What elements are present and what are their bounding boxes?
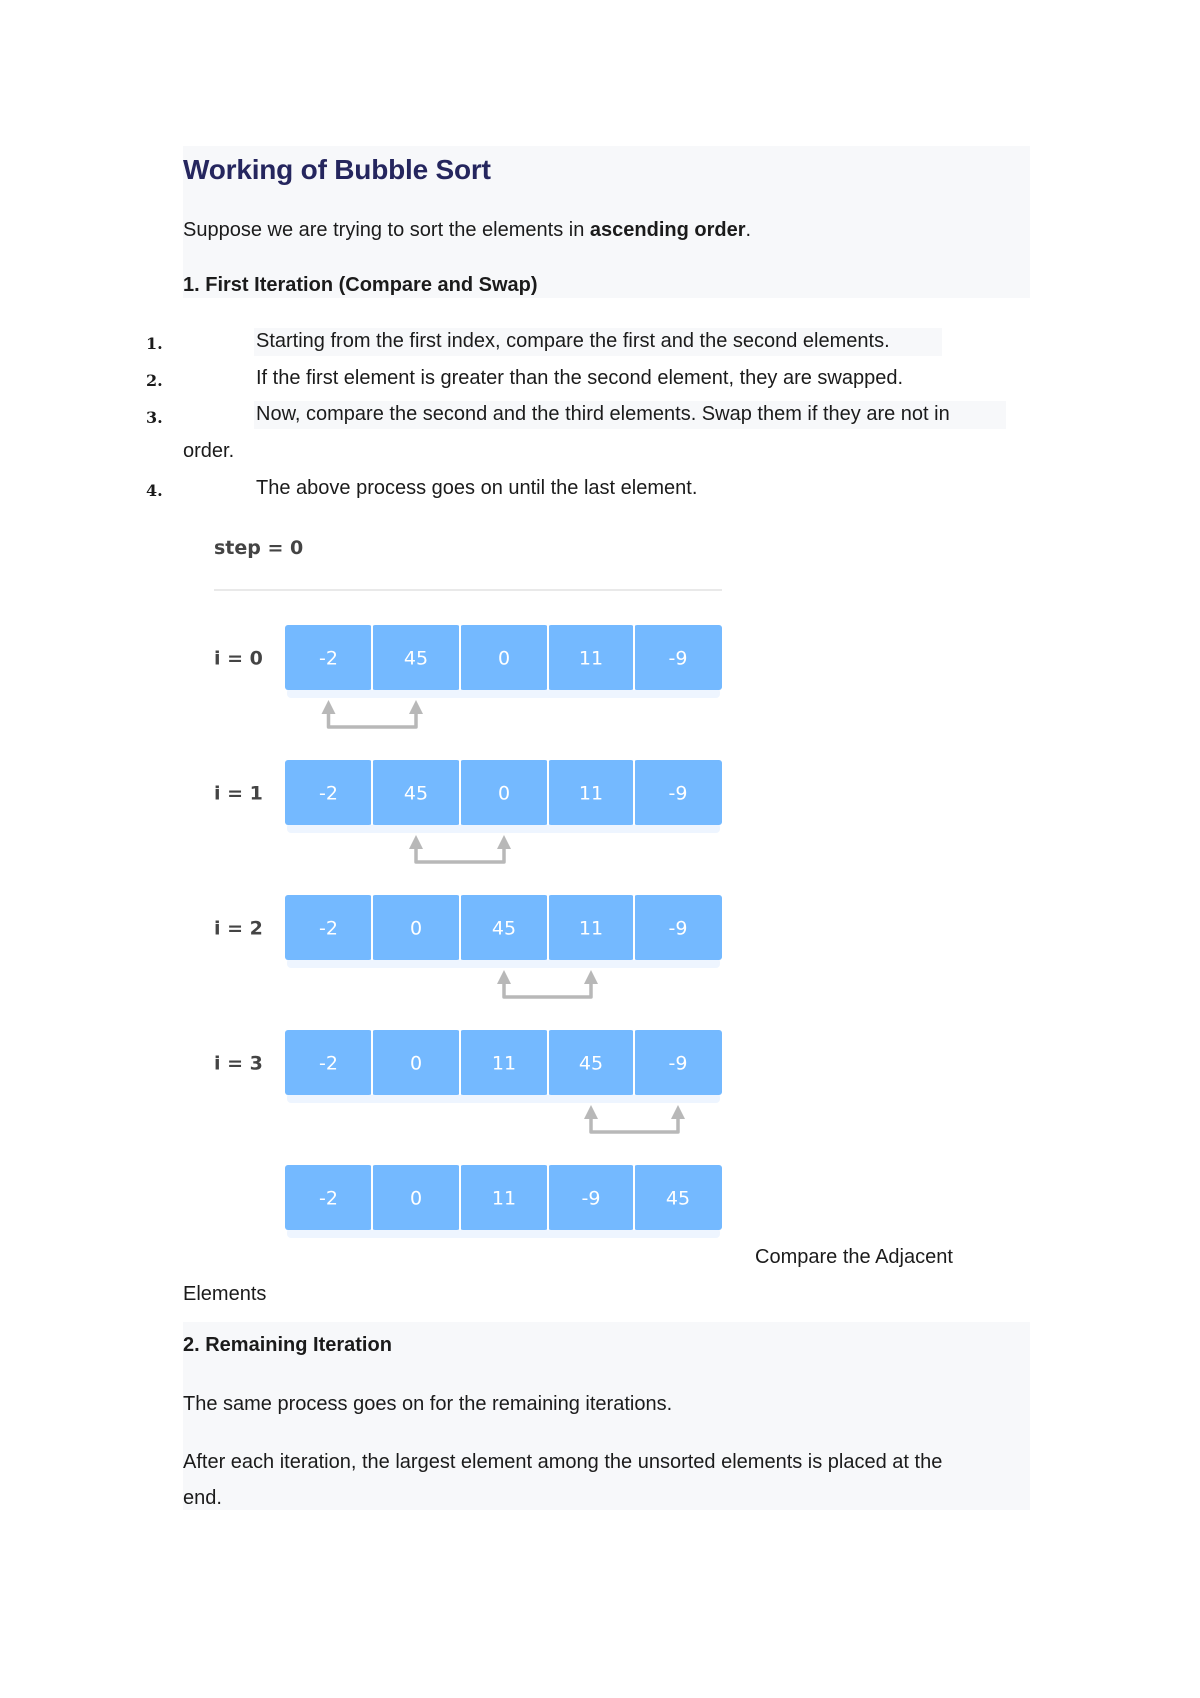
section1-heading: 1. First Iteration (Compare and Swap) bbox=[183, 274, 538, 296]
array-row bbox=[214, 1030, 722, 1132]
arrow-head bbox=[584, 970, 598, 984]
array-row bbox=[214, 760, 722, 862]
arrow-head bbox=[584, 1105, 598, 1119]
cell-value: -9 bbox=[668, 647, 688, 670]
cell-value: 0 bbox=[409, 1052, 423, 1075]
arrow-connector bbox=[329, 712, 417, 727]
arrow-head bbox=[409, 700, 423, 714]
cell-value: -9 bbox=[668, 782, 688, 805]
cell-value: 0 bbox=[497, 782, 511, 805]
intro-bold-text: ascending order bbox=[589, 219, 746, 241]
arrow-head bbox=[671, 1105, 685, 1119]
diagram-rows bbox=[214, 625, 722, 1238]
cell-value: -2 bbox=[319, 1187, 338, 1210]
intro-paragraph bbox=[183, 212, 751, 248]
compare-arrow bbox=[497, 970, 598, 997]
cell-value: 45 bbox=[403, 782, 429, 805]
list-number: 4. bbox=[146, 481, 163, 500]
array-row bbox=[214, 625, 722, 727]
list-number: 2. bbox=[146, 371, 163, 390]
arrow-head bbox=[322, 700, 336, 714]
cell-value: -2 bbox=[319, 647, 338, 670]
list-item: If the first element is greater than the second element, they are swapped. bbox=[256, 367, 904, 389]
compare-arrow bbox=[322, 700, 424, 727]
largest-element-paragraph-line2: end. bbox=[183, 1487, 222, 1509]
intro-suffix: . bbox=[745, 219, 752, 241]
cell-value: -2 bbox=[319, 1052, 338, 1075]
intro-text: Suppose we are trying to sort the elements in bbox=[183, 219, 590, 241]
cell-value: 11 bbox=[578, 647, 604, 670]
row-label: i = 1 bbox=[214, 782, 263, 805]
cell-value: -2 bbox=[319, 782, 338, 805]
cell-value: -9 bbox=[668, 917, 688, 940]
step-label: step = 0 bbox=[214, 537, 304, 559]
cell-value: 11 bbox=[578, 917, 604, 940]
cell-value: 45 bbox=[403, 647, 429, 670]
remaining-paragraph: The same process goes on for the remaining iterations. bbox=[183, 1393, 673, 1415]
array-row bbox=[214, 895, 722, 997]
section2-heading: 2. Remaining Iteration bbox=[183, 1334, 392, 1356]
largest-element-paragraph-line1: After each iteration, the largest element among the unsorted elements is placed at the bbox=[183, 1451, 943, 1473]
arrow-connector bbox=[504, 982, 591, 997]
row-label: i = 0 bbox=[214, 647, 263, 670]
diagram-caption-line2: Elements bbox=[183, 1283, 267, 1305]
list-number: 1. bbox=[146, 334, 163, 353]
row-label: i = 2 bbox=[214, 917, 263, 940]
list-item-continuation: order. bbox=[183, 440, 235, 462]
page-title: Working of Bubble Sort bbox=[183, 154, 491, 185]
array-row bbox=[285, 1165, 722, 1238]
cell-value: 0 bbox=[409, 1187, 423, 1210]
row-label: i = 3 bbox=[214, 1052, 263, 1075]
compare-arrow bbox=[409, 835, 511, 862]
cell-value: 11 bbox=[491, 1052, 517, 1075]
cell-value: 45 bbox=[491, 917, 517, 940]
cell-value: 11 bbox=[578, 782, 604, 805]
cell-value: 0 bbox=[409, 917, 423, 940]
cell-value: -2 bbox=[319, 917, 338, 940]
arrow-connector bbox=[591, 1117, 678, 1132]
arrow-connector bbox=[416, 847, 504, 862]
cell-value: 45 bbox=[578, 1052, 604, 1075]
arrow-head bbox=[497, 970, 511, 984]
bubble-sort-diagram bbox=[200, 525, 740, 1245]
arrow-head bbox=[409, 835, 423, 849]
cell-value: -9 bbox=[581, 1187, 601, 1210]
cell-value: 11 bbox=[491, 1187, 517, 1210]
compare-arrow bbox=[584, 1105, 685, 1132]
diagram-canvas bbox=[200, 525, 740, 1245]
list-number: 3. bbox=[146, 408, 163, 427]
list-item: Now, compare the second and the third elements. Swap them if they are not in bbox=[256, 403, 950, 425]
list-item: The above process goes on until the last element. bbox=[256, 477, 698, 499]
cell-value: 45 bbox=[665, 1187, 691, 1210]
list-item: Starting from the first index, compare the first and the second elements. bbox=[256, 330, 890, 352]
cell-value: -9 bbox=[668, 1052, 688, 1075]
arrow-head bbox=[497, 835, 511, 849]
cell-value: 0 bbox=[497, 647, 511, 670]
diagram-caption-line1: Compare the Adjacent bbox=[755, 1246, 953, 1268]
